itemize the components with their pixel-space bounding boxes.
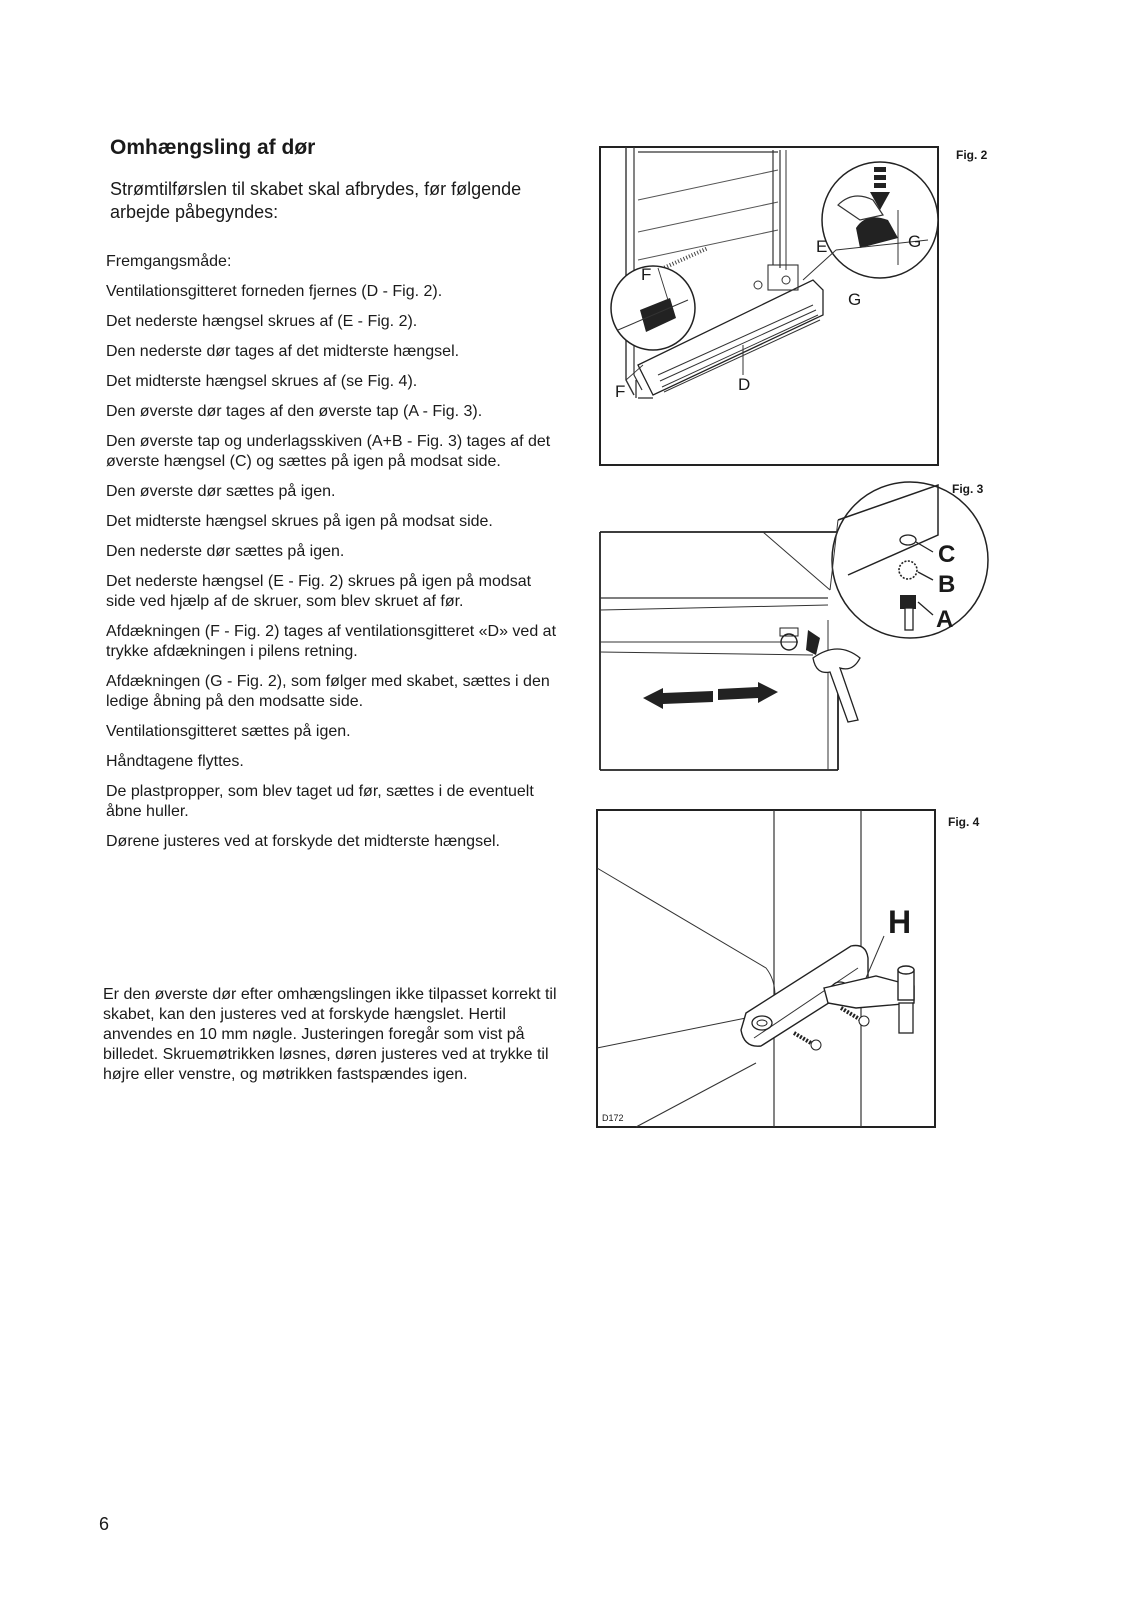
step-item: De plastpropper, som blev taget ud før, sættes i de eventuelt åbne huller. xyxy=(106,783,534,820)
step-item: Den nederste dør sættes på igen. xyxy=(106,543,345,560)
fig3-label-c: C xyxy=(938,541,956,568)
step-item: Dørene justeres ved at forskyde det midterste hængsel. xyxy=(106,833,500,850)
procedure-steps xyxy=(106,252,561,862)
fig4-label-h: H xyxy=(888,904,912,940)
fig2-label-g-top: G xyxy=(908,232,922,251)
step-item: Den øverste dør tages af den øverste tap (A - Fig. 3). xyxy=(106,403,483,420)
step-item: Den øverste tap og underlagsskiven (A+B - Fig. 3) tages af det øverste hængsel (C) og sættes på igen på modsat side. xyxy=(106,433,551,470)
step-item: Afdækningen (G - Fig. 2), som følger med skabet, sættes i den ledige åbning på den modsatte side. xyxy=(106,673,550,710)
fig2-label-f-top: F xyxy=(641,265,652,284)
figure-3-illustration xyxy=(598,480,993,780)
fig2-label-g-bottom: G xyxy=(848,290,862,309)
fig3-caption: Fig. 3 xyxy=(952,482,984,496)
step-item: Den nederste dør tages af det midterste hængsel. xyxy=(106,343,460,360)
page-title: Omhængsling af dør xyxy=(110,136,316,159)
fig3-label-b: B xyxy=(938,571,956,598)
step-item: Det midterste hængsel skrues af (se Fig. 4). xyxy=(106,373,418,390)
fig3-label-a: A xyxy=(936,606,954,633)
fig2-label-f-bottom: F xyxy=(615,382,626,401)
fig2-label-d: D xyxy=(738,375,751,394)
fig4-code: D172 xyxy=(602,1113,624,1123)
closing-paragraph: Er den øverste dør efter omhængslingen ikke tilpasset korrekt til skabet, kan den justeres ved at forskyde hængslet. Hertil anvendes en 10 mm nøgle. Justeringen foregår som vist på billedet. Skruemøtrikken løsnes, døren justeres ved at trykke til højre eller venstre, og møtrikken fastspændes igen. xyxy=(103,986,557,1083)
fig4-caption: Fig. 4 xyxy=(948,815,980,829)
fig2-caption: Fig. 2 xyxy=(956,148,988,162)
procedure-label: Fremgangsmåde: xyxy=(106,253,232,270)
fig2-label-e: E xyxy=(816,237,828,256)
intro-text: Strømtilførslen til skabet skal afbrydes, før følgende arbejde påbegyndes: xyxy=(110,179,522,222)
step-item: Ventilationsgitteret forneden fjernes (D - Fig. 2). xyxy=(106,283,443,300)
figure-4-illustration xyxy=(596,808,941,1130)
step-item: Det midterste hængsel skrues på igen på modsat side. xyxy=(106,513,493,530)
step-item: Den øverste dør sættes på igen. xyxy=(106,483,336,500)
page-number: 6 xyxy=(99,1514,110,1534)
step-item: Det nederste hængsel skrues af (E - Fig. 2). xyxy=(106,313,418,330)
step-item: Ventilationsgitteret sættes på igen. xyxy=(106,723,351,740)
step-item: Det nederste hængsel (E - Fig. 2) skrues på igen på modsat side ved hjælp af de skruer, som blev skruet af før. xyxy=(106,573,532,610)
step-item: Håndtagene flyttes. xyxy=(106,753,244,770)
figure-2-illustration xyxy=(598,140,948,470)
step-item: Afdækningen (F - Fig. 2) tages af ventilationsgitteret «D» ved at trykke afdækningen i pilens retning. xyxy=(106,623,557,660)
